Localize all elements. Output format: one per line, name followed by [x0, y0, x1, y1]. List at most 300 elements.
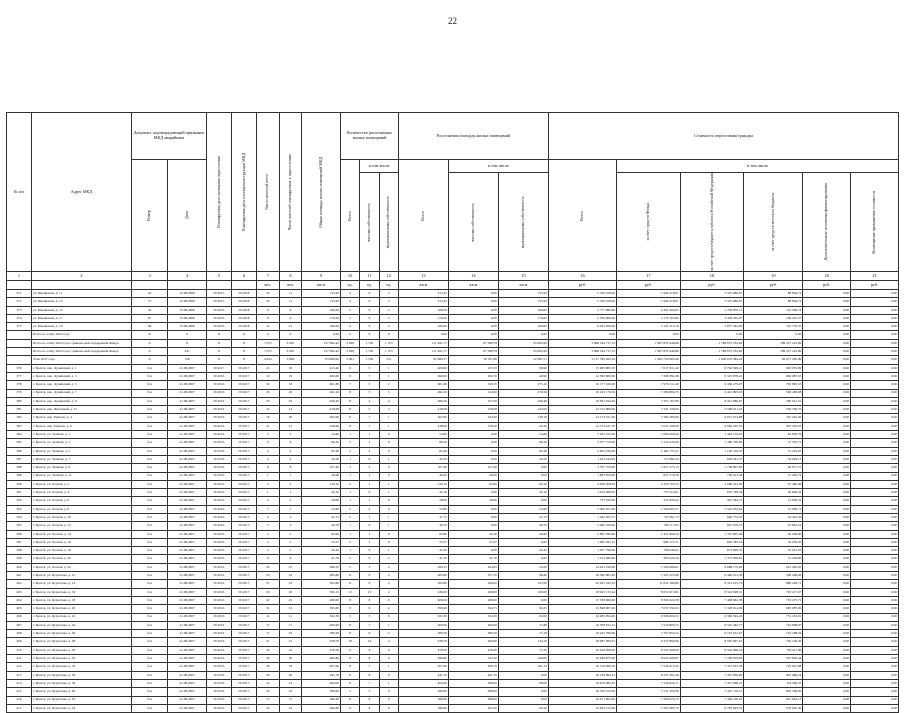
cell-c8: 31 [279, 605, 302, 613]
cell-c16: 14 753 447,70 [548, 422, 616, 430]
cell-addr: г. Братск, ул. Лесная, д. 4 [31, 489, 131, 497]
cell-c7: 7 272 [256, 348, 279, 356]
cell-doc: б/н [131, 489, 167, 497]
cell-c13: 400,00 [398, 621, 448, 629]
cell-c13: 406,00 [398, 596, 448, 604]
cell-c12: 0 [379, 505, 398, 513]
cell-addr: г. Братск, ул. Лесная, д. 8 [31, 505, 131, 513]
cell-c7: 0 [256, 331, 279, 339]
cell-c13: 170,00 [398, 314, 448, 322]
cell-c7: 7 272 [256, 339, 279, 347]
cell-addr: г. Братск, ул. Лесная, д. 2 [31, 480, 131, 488]
cell-c14: 0,00 [448, 447, 498, 455]
cell-p2: IV.2017 [231, 613, 256, 621]
cell-c7: 22 [256, 596, 279, 604]
cell-c17: 1 627 275,13 [617, 464, 681, 472]
cell-c10: 5 [340, 563, 359, 571]
page-number: 22 [448, 16, 457, 26]
cell-c17: 1 807 833 946,86 [617, 348, 681, 356]
cell-c12: 0 [379, 464, 398, 472]
cell-c20: 0,00 [803, 655, 851, 663]
cell-c10: 2 828 [340, 339, 359, 347]
cell-n: 413 [7, 671, 32, 679]
cell-c9: 289,35 [302, 563, 341, 571]
cell-c19: 407 293,03 [744, 422, 803, 430]
cell-c11: 2 [360, 505, 379, 513]
cell-addr: г. Братск, ул. Лесная, д. 22 [31, 563, 131, 571]
cell-c9: 322,30 [302, 613, 341, 621]
cell-c12: 1 123 [379, 348, 398, 356]
cell-c17: 725 984,43 [617, 455, 681, 463]
cell-doc: б/н [131, 547, 167, 555]
cell-addr: г. Братск, ул. Лесная, д. 12 [31, 522, 131, 530]
cell-c14: 0,00 [448, 547, 498, 555]
cell-c18: 7 258 918,83 [680, 655, 744, 663]
cell-c13: 42,10 [398, 489, 448, 497]
cell-c17: 7 206 696,01 [617, 563, 681, 571]
cell-c7: 21 [256, 422, 279, 430]
cell-n: 395 [7, 522, 32, 530]
header-rooms-incl: в том числе [360, 160, 399, 173]
cell-c19: 704 411,80 [744, 646, 803, 654]
cell-p1: IV.2016 [206, 563, 231, 571]
cell-c12: 0 [379, 447, 398, 455]
header-area-total: Общая площадь жилых помещений МКД [302, 113, 341, 272]
cell-c15: 92,00 [498, 613, 548, 621]
unit-cell [31, 280, 131, 289]
cell-c7: 1 [256, 472, 279, 480]
cell-addr: Итого по этапу 2016 года [31, 331, 131, 339]
cell-c15: 94,10 [498, 704, 548, 712]
cell-p2: IV.2017 [231, 538, 256, 546]
cell-c9: 53,60 [302, 505, 341, 513]
cell-c11: 5 [360, 364, 379, 372]
cell-c14: 446,00 [448, 580, 498, 588]
cell-c9: 42,50 [302, 455, 341, 463]
cell-doc: б/н [131, 621, 167, 629]
cell-c15: 98,90 [498, 364, 548, 372]
cell-c8: 2 [279, 497, 302, 505]
cell-c11: 7 [360, 414, 379, 422]
cell-c21: 0,00 [851, 696, 899, 704]
cell-c13: 480,80 [398, 655, 448, 663]
cell-c16: 18 987 585,91 [548, 638, 616, 646]
cell-c18: 3 438 205,07 [680, 314, 744, 322]
cell-c17: 6 566 606,32 [617, 613, 681, 621]
cell-c18: 9 436 279,07 [680, 381, 744, 389]
cell-c19: 703 217,07 [744, 588, 803, 596]
unit-cell: ед. [360, 280, 379, 289]
cell-n: 398 [7, 547, 32, 555]
cell-doc: б/н [131, 389, 167, 397]
cell-c13: 130,10 [398, 480, 448, 488]
header-residents-total: Число жителей всего [256, 113, 279, 272]
cell-c10: 8 [340, 422, 359, 430]
cell-c10: 4 [340, 289, 359, 297]
cell-c13: 54,60 [398, 431, 448, 439]
cell-c18: 8 312 012,76 [680, 580, 744, 588]
header-plan-reloc-date: Планируемая дата окончания переселения [206, 113, 231, 272]
cell-c17: 7 057 332,02 [617, 605, 681, 613]
cell-c20: 0,00 [803, 406, 851, 414]
cell-p2: IV.2017 [231, 679, 256, 687]
cell-c21: 0,00 [851, 638, 899, 646]
cell-c10: 8 [340, 621, 359, 629]
cell-c7: 14 [256, 679, 279, 687]
cell-date: 21.08.2007 [168, 671, 207, 679]
cell-p1: IV.2016 [206, 447, 231, 455]
cell-date: 21.08.2007 [168, 679, 207, 687]
cell-c8: 14 [279, 679, 302, 687]
cell-c9: 153,45 [302, 289, 341, 297]
cell-c15: 240,00 [498, 655, 548, 663]
cell-c13: 436,00 [398, 588, 448, 596]
cell-c20: 0,00 [803, 555, 851, 563]
cell-c12: 0 [379, 704, 398, 712]
header-rooms-municipal: муниципальная собственность [379, 173, 398, 272]
cell-c7: 25 [256, 389, 279, 397]
cell-date: 15.08.2006 [168, 323, 207, 331]
cell-n: 375 [7, 323, 32, 331]
column-number-cell: 18 [680, 271, 744, 280]
cell-c11: 0 [360, 555, 379, 563]
cell-doc: б/н [131, 431, 167, 439]
cell-c12: 4 [379, 289, 398, 297]
cell-addr: г. Братск, ул. Курчатова, д. 40 [31, 688, 131, 696]
cell-date: 21.08.2007 [168, 663, 207, 671]
cell-c14: 58 701,86 [448, 356, 498, 364]
cell-date: 21.08.2007 [168, 513, 207, 521]
cell-addr: г. Братск, ул. Лесная, д. 16 [31, 538, 131, 546]
cell-date: 21.08.2007 [168, 596, 207, 604]
cell-addr: Итого по этапу 2016 года с финансовой поддержкой Фонда [31, 339, 131, 347]
cell-c13: 42,20 [398, 547, 448, 555]
cell-doc: 45 [131, 306, 167, 314]
cell-c15: 279,56 [498, 389, 548, 397]
cell-c17: 1 452 966,54 [617, 530, 681, 538]
cell-c7: 14 [256, 406, 279, 414]
cell-c15: 275,10 [498, 381, 548, 389]
cell-p1: IV.2017 [206, 364, 231, 372]
cell-n: 409 [7, 638, 32, 646]
cell-c13: 409,90 [398, 364, 448, 372]
cell-addr: г. Братск, ул. Курчатова, д. 30 [31, 646, 131, 654]
cell-c8: 14 [279, 406, 302, 414]
cell-c9: 42,20 [302, 547, 341, 555]
cell-c18: 694 561,57 [680, 455, 744, 463]
cell-c14: 406,60 [448, 638, 498, 646]
cell-c12: 4 [379, 638, 398, 646]
cell-p2: X [231, 348, 256, 356]
cell-c16: 0,00 [548, 331, 616, 339]
cell-c9: 402,90 [302, 414, 341, 422]
cell-c13: 441,70 [398, 671, 448, 679]
cell-p1: IV.2016 [206, 555, 231, 563]
cell-c13: 418,08 [398, 406, 448, 414]
cell-addr: г. Братск, ул. Курчатова, д. 32 [31, 655, 131, 663]
cell-c12: 0 [379, 671, 398, 679]
cell-c12: 0 [379, 646, 398, 654]
table-row [7, 696, 899, 704]
cell-c12: 0 [379, 613, 398, 621]
header-extra: Дополнительные источники финансирования [803, 173, 851, 272]
cell-c13: 492,16 [398, 389, 448, 397]
cell-c14: 389,30 [448, 630, 498, 638]
cell-c15: 0,00 [498, 538, 548, 546]
table-row [7, 638, 899, 646]
cell-c10: 7 [340, 381, 359, 389]
cell-c9: 415,40 [302, 364, 341, 372]
cell-c7: 16 [256, 289, 279, 297]
cell-c8: 6 [279, 306, 302, 314]
cell-c11: 5 [360, 613, 379, 621]
cell-p1: IV.2016 [206, 679, 231, 687]
cell-c15: 32 987,51 [498, 356, 548, 364]
cell-c14: 0,00 [448, 431, 498, 439]
cell-n: 382 [7, 414, 32, 422]
cell-doc: X [131, 356, 167, 364]
cell-p2: IV.2017 [231, 472, 256, 480]
cell-c17: 7 289 866,73 [617, 389, 681, 397]
cell-c16: 1 883 870,00 [548, 472, 616, 480]
cell-c18: 667 979,73 [680, 522, 744, 530]
cell-c12: 4 [379, 397, 398, 405]
cell-c11: 0 [360, 547, 379, 555]
cell-p2: IV.2017 [231, 547, 256, 555]
cell-c16: 14 425 190,00 [548, 563, 616, 571]
unit-cell: ед. [379, 280, 398, 289]
cell-doc: б/н [131, 447, 167, 455]
cell-addr: ул. Кирпичная, д. 13 [31, 298, 131, 306]
cell-c12: 1 [379, 679, 398, 687]
cell-c10: 8 [340, 605, 359, 613]
cell-c19: 109 461,57 [744, 314, 803, 322]
cell-c18: 6 466 012,39 [680, 572, 744, 580]
cell-c12: 0 [379, 655, 398, 663]
cell-c19: 596 438,68 [744, 389, 803, 397]
cell-c20: 0,00 [803, 613, 851, 621]
cell-p2: IV.2017 [231, 439, 256, 447]
cell-c8: 22 [279, 646, 302, 654]
cell-c20: 0,00 [803, 414, 851, 422]
cell-c14: 0,00 [448, 455, 498, 463]
cell-doc: б/н [131, 646, 167, 654]
cell-n: 406 [7, 613, 32, 621]
cell-c11: 1 [360, 497, 379, 505]
cell-c16: 3 267 015,00 [548, 431, 616, 439]
cell-date: 21.08.2007 [168, 613, 207, 621]
cell-c21: 0,00 [851, 298, 899, 306]
cell-doc: б/н [131, 381, 167, 389]
cell-c9: 153,45 [302, 298, 341, 306]
cell-c21: 0,00 [851, 530, 899, 538]
cell-n: 380 [7, 397, 32, 405]
cell-p2: IV.2017 [231, 630, 256, 638]
cell-p2: IV.2017 [231, 588, 256, 596]
cell-addr: г. Братск, ул. Курчатова, д. 34 [31, 663, 131, 671]
cell-c14: 212,60 [448, 389, 498, 397]
cell-c10: 2 [340, 555, 359, 563]
cell-c10: 8 [340, 372, 359, 380]
cell-doc: б/н [131, 464, 167, 472]
cell-c10: 8 [340, 679, 359, 687]
cell-addr: г. Братск, ул. Зелёная, д. 11 [31, 472, 131, 480]
cell-c13: 601,80 [398, 381, 448, 389]
cell-p2: IV.2018 [231, 314, 256, 322]
cell-c20: 0,00 [803, 314, 851, 322]
cell-p2: IV.2018 [231, 298, 256, 306]
cell-c20: 0,00 [803, 646, 851, 654]
cell-c14: 357,70 [448, 572, 498, 580]
cell-c7: 27 [256, 580, 279, 588]
cell-c10: 8 [340, 704, 359, 712]
cell-c14: 237,50 [448, 397, 498, 405]
cell-c13: 395,00 [398, 605, 448, 613]
cell-n: 412 [7, 663, 32, 671]
cell-addr: г. Братск, ул. Курчатова, д. 38 [31, 679, 131, 687]
cell-c8: 2 [279, 530, 302, 538]
cell-c7: 4 654 [256, 356, 279, 364]
cell-date: 21.08.2007 [168, 464, 207, 472]
cell-doc: б/н [131, 638, 167, 646]
cell-c19: 97 490,96 [744, 480, 803, 488]
cell-c10: 1 [340, 530, 359, 538]
cell-p1: IV.2016 [206, 414, 231, 422]
cell-date: 21.08.2007 [168, 696, 207, 704]
cell-p1: IV.2016 [206, 505, 231, 513]
cell-c8: 3 [279, 522, 302, 530]
cell-c11: 5 [360, 389, 379, 397]
cell-doc: б/н [131, 497, 167, 505]
cell-c12: 0 [379, 497, 398, 505]
unit-cell: руб. [680, 280, 744, 289]
cell-c9: 590,15 [302, 588, 341, 596]
cell-p1: IV.2016 [206, 588, 231, 596]
cell-c8: 8 [279, 464, 302, 472]
cell-doc: 40 [131, 289, 167, 297]
cell-c10: 3 [340, 314, 359, 322]
cell-date: 21.08.2007 [168, 588, 207, 596]
cell-c11: 5 [360, 381, 379, 389]
cell-c20: 0,00 [803, 447, 851, 455]
cell-c9: 441,70 [302, 671, 341, 679]
table-row [7, 630, 899, 638]
cell-c15: 138,10 [498, 414, 548, 422]
cell-c13: 46,70 [398, 522, 448, 530]
cell-addr: г. Братск, ул. Лесная, д. 14 [31, 530, 131, 538]
cell-c10: 2 [340, 306, 359, 314]
cell-doc: б/н [131, 406, 167, 414]
cell-c17: 583 022,59 [617, 555, 681, 563]
cell-date: 21.08.2007 [168, 389, 207, 397]
cell-c16: 4 499 308,50 [548, 480, 616, 488]
table-row [7, 447, 899, 455]
cell-c13: 386,60 [398, 696, 448, 704]
cell-c9: 407,90 [302, 663, 341, 671]
cell-c8: 16 [279, 688, 302, 696]
cell-c21: 0,00 [851, 306, 899, 314]
cell-c12: 1 [379, 414, 398, 422]
cell-c20: 0,00 [803, 596, 851, 604]
cell-addr: г. Братск, ул. Зелёная, д. 1 [31, 431, 131, 439]
cell-c21: 0,00 [851, 422, 899, 430]
cell-c16: 3 077 779,00 [548, 439, 616, 447]
cell-c15: 106,00 [498, 306, 548, 314]
cell-c11: 0 [360, 298, 379, 306]
cell-c13: 91 986,37 [398, 356, 448, 364]
column-number-cell: 13 [398, 271, 448, 280]
cell-c21: 0,00 [851, 688, 899, 696]
cell-c15: 147,00 [498, 580, 548, 588]
cell-c8: 33 [279, 381, 302, 389]
cell-c12: 1 [379, 489, 398, 497]
cell-c20: 0,00 [803, 688, 851, 696]
table-row [7, 547, 899, 555]
cell-c21: 0,00 [851, 381, 899, 389]
cell-p1: IV.2016 [206, 431, 231, 439]
cell-c9: 464,00 [302, 679, 341, 687]
cell-c18: 6 441 895,03 [680, 389, 744, 397]
cell-c9: 490,00 [302, 372, 341, 380]
cell-date: 15.08.2006 [168, 306, 207, 314]
cell-doc: б/н [131, 555, 167, 563]
cell-p1: IV.2016 [206, 696, 231, 704]
cell-c21: 0,00 [851, 522, 899, 530]
cell-addr: г. Братск, пер. Дунайский, д. 1 [31, 364, 131, 372]
cell-c10: 4 [340, 298, 359, 306]
cell-c19: 744 608,97 [744, 621, 803, 629]
cell-c8: 2 [279, 547, 302, 555]
cell-c15: 98,00 [498, 679, 548, 687]
cell-c11: 0 [360, 289, 379, 297]
table-row [7, 671, 899, 679]
cell-addr: г. Братск, ул. Лесная, д. 18 [31, 547, 131, 555]
cell-c21: 0,00 [851, 671, 899, 679]
cell-c21: 0,00 [851, 704, 899, 712]
cell-c19: 60 671,75 [744, 464, 803, 472]
cell-c17: 986 171,51 [617, 538, 681, 546]
table-row [7, 530, 899, 538]
cell-c11: 4 [360, 397, 379, 405]
table-row [7, 704, 899, 712]
cell-date: 21.08.2007 [168, 580, 207, 588]
table-row [7, 688, 899, 696]
table-row [7, 655, 899, 663]
cell-c18: 7 433 718,51 [680, 688, 744, 696]
cell-c17: 1 482 737,47 [617, 447, 681, 455]
cell-p1: X [206, 339, 231, 347]
cell-n: 373 [7, 306, 32, 314]
cell-c19: 26 849,22 [744, 489, 803, 497]
cell-c13: 389,00 [398, 688, 448, 696]
table-row [7, 472, 899, 480]
cell-doc: б/н [131, 439, 167, 447]
cell-c19: 31 950,71 [744, 505, 803, 513]
cell-addr: Итого по этапу 2016 года с финансовой поддержкой Фонда [31, 348, 131, 356]
cell-c19: 88 804,72 [744, 289, 803, 297]
cell-doc: б/н [131, 480, 167, 488]
cell-c18: 1 542 054,04 [680, 505, 744, 513]
cell-c13: 490,00 [398, 372, 448, 380]
cell-c16: 2 603 330,00 [548, 447, 616, 455]
cell-c18: 7 439 196,01 [680, 696, 744, 704]
cell-date: 21.08.2007 [168, 381, 207, 389]
cell-c8: 6 991 [279, 348, 302, 356]
cell-c15: 54,60 [498, 431, 548, 439]
cell-c20: 0,00 [803, 397, 851, 405]
cell-c18: 756 613,36 [680, 472, 744, 480]
cell-c21: 0,00 [851, 580, 899, 588]
